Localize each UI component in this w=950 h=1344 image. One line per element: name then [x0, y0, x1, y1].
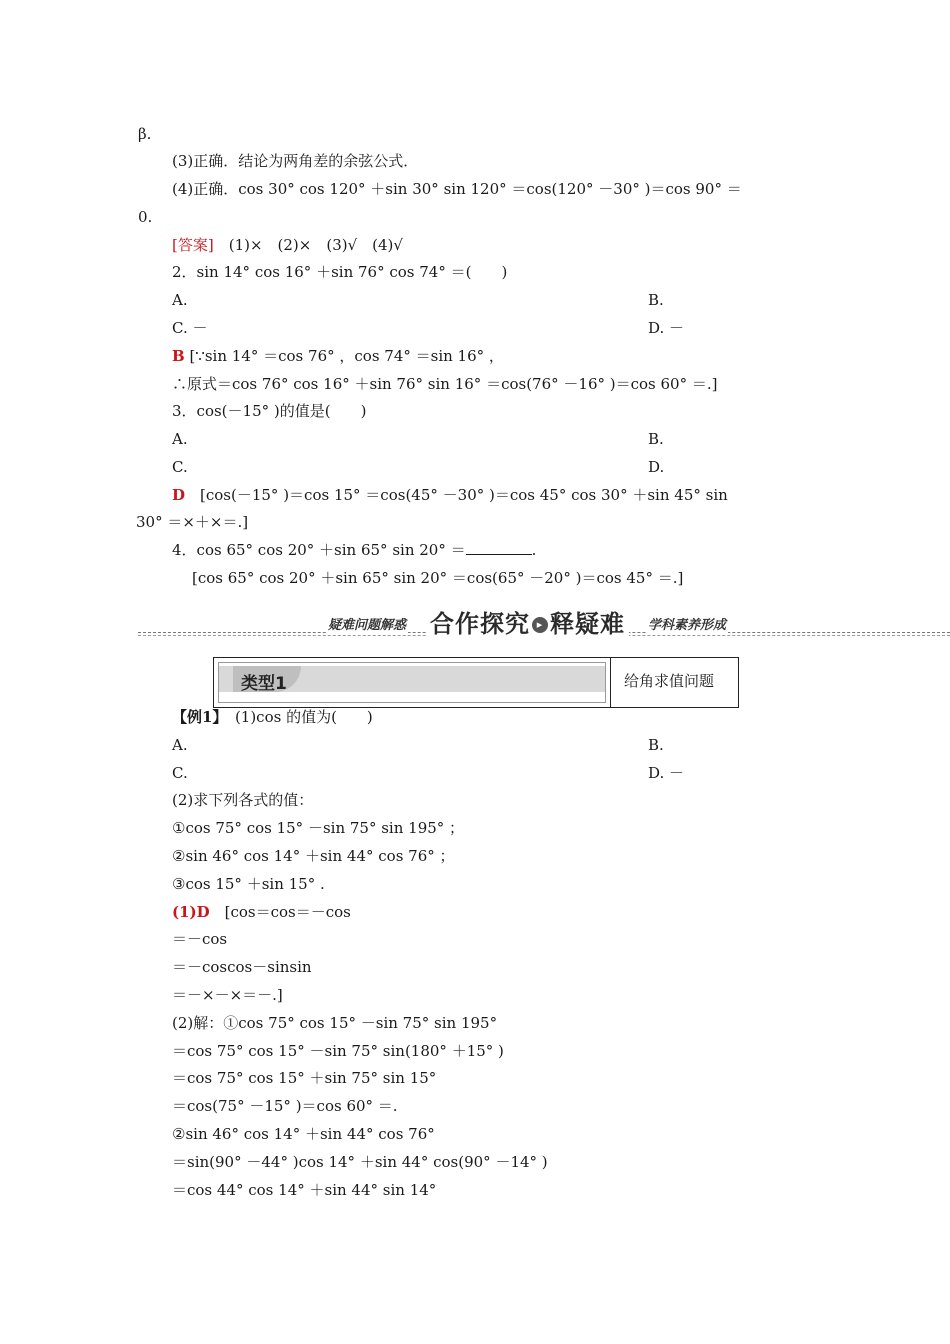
solution-line: [172, 485, 728, 505]
answer-blank: [466, 540, 532, 555]
text-line: ②sin 46° cos 14° ＋sin 44° cos 76°: [172, 1125, 435, 1143]
type-label: 类型1: [241, 674, 287, 694]
solution-line: [172, 902, 351, 922]
arrow-right-icon: ▸: [532, 617, 548, 633]
solution-text: [∵sin 14° ＝cos 76° ，cos 74° ＝sin 16° ，: [184, 347, 504, 365]
option-d: D. －: [648, 764, 685, 782]
text-line: ＝cos 75° cos 15° ＋sin 75° sin 15°: [172, 1069, 437, 1087]
text-line: [cos 65° cos 20° ＋sin 65° sin 20° ＝cos(65° －20° )＝cos 45° ＝.]: [192, 569, 684, 587]
option-d: D.: [648, 458, 665, 476]
text-line: (2)解：①cos 75° cos 15° －sin 75° sin 195°: [172, 1014, 498, 1032]
option-row: [172, 290, 872, 310]
option-d: D. －: [648, 319, 685, 337]
option-c: C.: [172, 458, 188, 476]
option-row: [172, 429, 872, 449]
text-line: ＝sin(90° －44° )cos 14° ＋sin 44° cos(90° －14° ): [172, 1153, 548, 1171]
question-4-end: .: [531, 541, 537, 559]
text-line: ②sin 46° cos 14° ＋sin 44° cos 76° ；: [172, 847, 455, 865]
text-line: ＝－×－×＝－.]: [172, 986, 283, 1004]
text-line: ＝－coscos－sinsin: [172, 958, 312, 976]
banner-title-b: 释疑难: [550, 610, 625, 638]
option-row: [172, 457, 872, 477]
example-text: (1)cos 的值为( ): [219, 708, 373, 726]
banner-left-text: 疑难问题解惑: [326, 614, 408, 633]
question-4: [172, 540, 536, 560]
banner-title-a: 合作探究: [430, 610, 530, 638]
solution-text: [cos(－15° )＝cos 15° ＝cos(45° －30° )＝cos 45° cos 30° ＋sin 45° sin: [185, 486, 728, 504]
option-row: [172, 735, 872, 755]
text-line: (3)正确．结论为两角差的余弦公式．: [172, 152, 419, 170]
text-line: ＝－cos: [172, 930, 228, 948]
answer-tag: [答案]: [172, 236, 214, 254]
option-c: C.: [172, 764, 188, 782]
answer-letter: B: [172, 347, 185, 365]
answer-letter: (1)D: [172, 903, 210, 921]
question-2: 2．sin 14° cos 16° ＋sin 76° cos 74° ＝( ): [172, 263, 508, 281]
text-line: 0.: [138, 208, 153, 226]
option-a: A.: [172, 430, 188, 448]
answer-text: (1)× (2)× (3)√ (4)√: [213, 236, 403, 254]
option-a: A.: [172, 736, 188, 754]
banner-right-text: 学科素养形成: [646, 614, 728, 633]
banner-title: [426, 604, 629, 639]
text-line: β.: [138, 125, 152, 143]
text-line: ∴原式＝cos 76° cos 16° ＋sin 76° sin 16° ＝cos(76° －16° )＝cos 60° ＝.]: [172, 375, 718, 393]
text-line: ③cos 15° ＋sin 15° .: [172, 875, 325, 893]
type-title: 给角求值问题: [624, 672, 715, 690]
type-divider: [610, 658, 611, 707]
example-heading: [172, 707, 373, 727]
type-heading-box: [213, 657, 739, 708]
text-line: (4)正确．cos 30° cos 120° ＋sin 30° sin 120° ＝cos(120° －30° )＝cos 90° ＝: [172, 180, 742, 198]
question-4-text: 4．cos 65° cos 20° ＋sin 65° sin 20° ＝: [172, 541, 466, 559]
solution-text: [cos＝cos＝－cos: [209, 903, 351, 921]
text-line: ①cos 75° cos 15° －sin 75° sin 195° ；: [172, 819, 465, 837]
option-a: A.: [172, 291, 188, 309]
option-row: [172, 318, 872, 338]
type-label-area: [218, 662, 606, 703]
option-b: B.: [648, 430, 664, 448]
option-c: C. －: [172, 319, 208, 337]
answer-line: [172, 235, 403, 255]
text-line: ＝cos 75° cos 15° －sin 75° sin(180° ＋15° ): [172, 1042, 504, 1060]
option-row: [172, 763, 872, 783]
section-banner: [138, 606, 950, 640]
question-3: 3．cos(－15° )的值是( ): [172, 402, 367, 420]
text-line: 30° ＝×＋×＝.]: [136, 513, 249, 531]
option-b: B.: [648, 291, 664, 309]
text-line: (2)求下列各式的值：: [172, 791, 314, 809]
text-line: ＝cos 44° cos 14° ＋sin 44° sin 14°: [172, 1181, 437, 1199]
solution-line: [172, 346, 504, 366]
answer-letter: D: [172, 486, 186, 504]
text-line: ＝cos(75° －15° )＝cos 60° ＝.: [172, 1097, 398, 1115]
option-b: B.: [648, 736, 664, 754]
example-tag: 【例1】: [172, 708, 220, 726]
